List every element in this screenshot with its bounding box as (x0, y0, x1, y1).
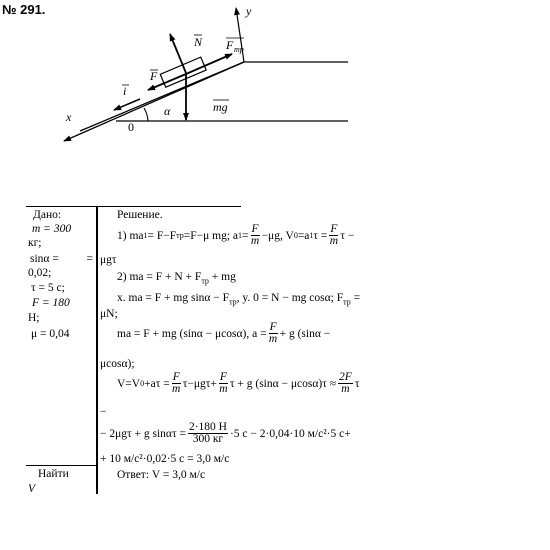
find-label: Найти (38, 468, 69, 480)
table-vertical-divider (96, 206, 98, 494)
answer: Ответ: V = 3,0 м/с (117, 469, 206, 481)
given-header: Дано: (33, 209, 62, 221)
given-line: кг; (28, 237, 42, 249)
given-line: 0,02; (28, 267, 52, 279)
solution-line-5: V=V 0 +aτ = $\frac{F}{m}$ τ−μgτ+ $\frac{F}{m}$ τ + g (sinα − μcosα)τ ≈ $\frac{2F}{m}$ τ (117, 371, 360, 395)
solution-line-3: x. ma = F + mg $\sin\alpha - F_{тр}$, y. 0 = N − mg cosα; $F_{тр}$ = (117, 292, 361, 307)
solution-line-1-cont: μgτ (100, 254, 117, 266)
physics-diagram (0, 0, 550, 160)
given-line: Н; (28, 312, 40, 324)
problem-number: № 291. (2, 2, 46, 17)
label-i: i (123, 84, 127, 98)
label-Ftr: F (226, 38, 234, 52)
label-origin: 0 (128, 120, 134, 134)
given-bottom-border (26, 465, 96, 466)
solution-line-4-cont: μcosα); (100, 358, 135, 370)
given-line: sinα = = (30, 253, 93, 265)
label-N: N (194, 35, 203, 49)
given-line: τ = 5 с; (31, 282, 65, 294)
solution-line-5-dash: − (100, 406, 107, 418)
label-F: F (150, 69, 158, 83)
given-line: μ = 0,04 (31, 328, 70, 340)
unit-vector-i-arrow (114, 99, 140, 110)
solution-line-2: 2) ma = $F + N + F_{тр}$ + mg (117, 271, 236, 286)
label-x: x (66, 110, 72, 124)
table-top-border (26, 206, 241, 207)
find-variable: V (28, 483, 36, 495)
solution-line-3-cont: μN; (100, 308, 118, 320)
given-line: m = 300 (32, 223, 72, 235)
solution-line-6: − 2μgτ + g sinατ = $\frac{2\cdot 180 Н}{300 кг}$ ·5 с − 2·0,04·10 м/с²·5 с+ (100, 421, 351, 445)
solution-line-7: + 10 м/с²·0,02·5 с = 3,0 м/с (100, 453, 230, 465)
solution-line-1: 1) ma 1 = F−F тр =F−μ mg; a 1 = $\frac{F}{m}$ −μg, V 0 =a 1 τ = $\frac{F}{m}$ τ − (117, 223, 355, 247)
solution-header: Решение. (117, 209, 163, 221)
angle-arc (144, 108, 148, 121)
label-mg: mg (213, 100, 228, 114)
label-y: y (246, 4, 252, 18)
svg-text:тр: тр (234, 45, 244, 54)
label-alpha: α (164, 104, 171, 118)
solution-line-4: ma = F + mg (sinα − μcosα), a = $\frac{F}{m}$ + g (sinα − (117, 321, 331, 345)
given-line: F = 180 (32, 297, 70, 309)
